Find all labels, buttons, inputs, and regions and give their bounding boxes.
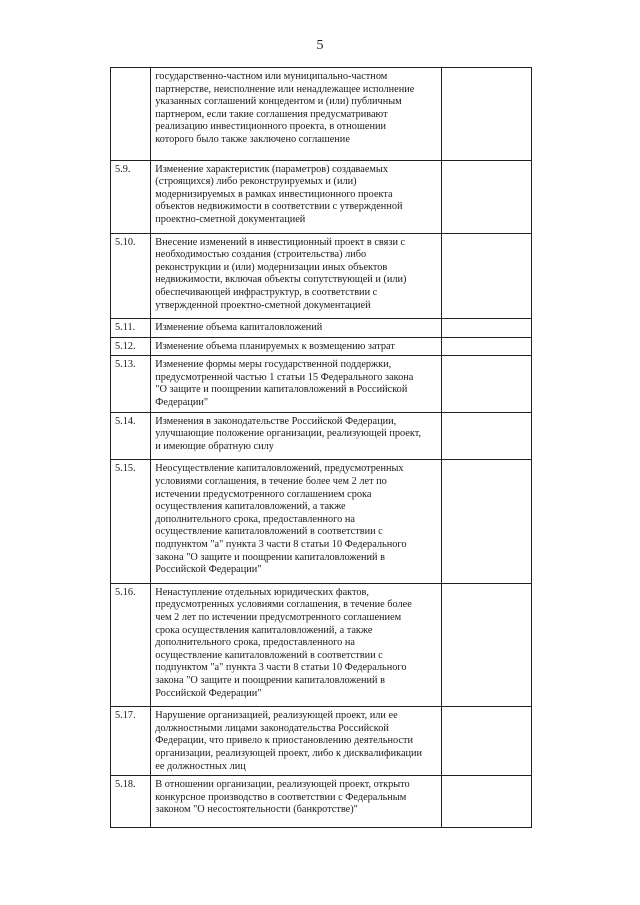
description-line: Нарушение организацией, реализующей проект, или ее (155, 710, 398, 722)
empty-cell (442, 356, 532, 412)
description-line: Российской Федерации" (155, 687, 262, 699)
item-number: 5.18. (111, 776, 151, 828)
description-line: срока осуществления капиталовложений, а также (155, 624, 373, 636)
table-row (111, 319, 532, 338)
description-line: истечении предусмотренного соглашением срока (155, 488, 372, 500)
description-line: "О защите и поощрении капиталовложений в Российской (155, 384, 408, 396)
empty-cell (442, 319, 532, 338)
empty-cell (442, 707, 532, 776)
description-line: недвижимости, включая объекты сопутствующей и (или) (155, 274, 407, 286)
item-description (151, 583, 442, 706)
item-description (151, 356, 442, 412)
table-row (111, 707, 532, 776)
item-number: 5.10. (111, 233, 151, 319)
description-line: Российской Федерации" (155, 564, 262, 576)
description-line: Изменение характеристик (параметров) создаваемых (155, 163, 388, 175)
description-line: Изменения в законодательстве Российской Федерации, (155, 415, 397, 427)
empty-cell (442, 412, 532, 460)
item-number: 5.11. (111, 319, 151, 338)
table-row (111, 460, 532, 583)
description-line: ее должностных лиц (155, 760, 246, 772)
item-number: 5.12. (111, 337, 151, 356)
table-row (111, 412, 532, 460)
table-row (111, 160, 532, 233)
item-description (151, 233, 442, 319)
description-line: дополнительного срока, предоставленного на (155, 637, 355, 649)
description-line: Федерации, что привело к приостановлению деятельности (155, 735, 413, 747)
description-line: осуществление капиталовложений в соответствии с (155, 526, 383, 538)
table-row (111, 356, 532, 412)
description-line: улучшающие положение организации, реализующей проект, (155, 428, 422, 440)
description-line: партнером, если такие соглашения предусматривают (155, 108, 388, 120)
description-line: утвержденной проектно-сметной документацией (155, 299, 371, 311)
item-number: 5.15. (111, 460, 151, 583)
description-line: дополнительного срока, предоставленного на (155, 513, 355, 525)
item-description (151, 68, 442, 161)
empty-cell (442, 160, 532, 233)
description-line: модернизируемых в рамках инвестиционного проекта (155, 188, 393, 200)
description-line: предусмотренной частью 1 статьи 15 Федерального закона (155, 371, 414, 383)
item-description (151, 160, 442, 233)
description-line: должностными лицами законодательства Российской (155, 722, 389, 734)
description-line: Изменение формы меры государственной поддержки, (155, 359, 392, 371)
description-line: В отношении организации, реализующей проект, открыто (155, 779, 410, 791)
description-line: проектно-сметной документацией (155, 213, 306, 225)
description-line: Ненаступление отдельных юридических фактов, (155, 586, 369, 598)
table-row (111, 68, 532, 161)
table-row (111, 776, 532, 828)
item-number: 5.17. (111, 707, 151, 776)
description-line: Изменение объема капиталовложений (155, 322, 323, 334)
table-row (111, 233, 532, 319)
description-line: указанных соглашений концедентом и (или) публичным (155, 96, 402, 108)
description-line: осуществления капиталовложений, а также (155, 501, 346, 513)
item-description (151, 337, 442, 356)
description-line: реализацию инвестиционного проекта, в отношении (155, 121, 386, 133)
table-row (111, 583, 532, 706)
description-line: партнерстве, неисполнение или ненадлежащее исполнение (155, 83, 415, 95)
item-number: 5.14. (111, 412, 151, 460)
table-row (111, 337, 532, 356)
item-number: 5.16. (111, 583, 151, 706)
description-line: Федерации" (155, 397, 209, 409)
description-line: подпунктом "а" пункта 3 части 8 статьи 10 Федерального (155, 539, 407, 550)
description-line: Внесение изменений в инвестиционный проект в связи с (155, 236, 406, 248)
description-line: закона "О защите и поощрении капиталовложений в (155, 674, 385, 686)
empty-cell (442, 233, 532, 319)
description-line: условиями соглашения, в течение более чем 2 лет по (155, 476, 387, 488)
description-line: обеспечивающей инфраструктур, в соответствии с (155, 286, 378, 298)
item-description (151, 776, 442, 828)
description-line: предусмотренных условиями соглашения, в течение более (155, 599, 412, 611)
empty-cell (442, 583, 532, 706)
description-line: Изменение объема планируемых к возмещению затрат (155, 340, 395, 352)
item-description (151, 319, 442, 338)
description-line: и имеющие обратную силу (155, 440, 274, 452)
description-line: реконструкции и (или) модернизации иных объектов (155, 261, 388, 273)
description-line: закона "О защите и поощрении капиталовложений в (155, 551, 385, 563)
description-line: организации, реализующей проект, либо к дисквалификации (155, 747, 423, 759)
description-line: осуществление капиталовложений в соответствии с (155, 649, 383, 661)
empty-cell (442, 68, 532, 161)
empty-cell (442, 337, 532, 356)
item-description (151, 412, 442, 460)
description-line: подпунктом "а" пункта 3 части 8 статьи 10 Федерального (155, 662, 407, 674)
description-line: законом "О несостоятельности (банкротстве)" (155, 804, 358, 816)
item-number: 5.13. (111, 356, 151, 412)
description-line: (строящихся) либо реконструируемых и (или) (155, 176, 357, 188)
description-line: которого было также заключено соглашение (155, 133, 350, 145)
description-line: необходимостью создания (строительства) либо (155, 249, 367, 261)
description-line: государственно-частном или муниципально-частном (155, 71, 388, 82)
item-number: 5.9. (111, 160, 151, 233)
item-number (111, 68, 151, 161)
description-line: объектов недвижимости в соответствии с утвержденной (155, 201, 403, 213)
empty-cell (442, 460, 532, 583)
item-description (151, 460, 442, 583)
empty-cell (442, 776, 532, 828)
page-number: 5 (316, 38, 324, 53)
document-table (110, 67, 532, 828)
description-line: Неосуществление капиталовложений, предусмотренных (155, 463, 404, 475)
description-line: конкурсное производство в соответствии с Федеральным (155, 791, 407, 803)
item-description (151, 707, 442, 776)
description-line: чем 2 лет по истечении предусмотренного соглашением (155, 611, 402, 623)
